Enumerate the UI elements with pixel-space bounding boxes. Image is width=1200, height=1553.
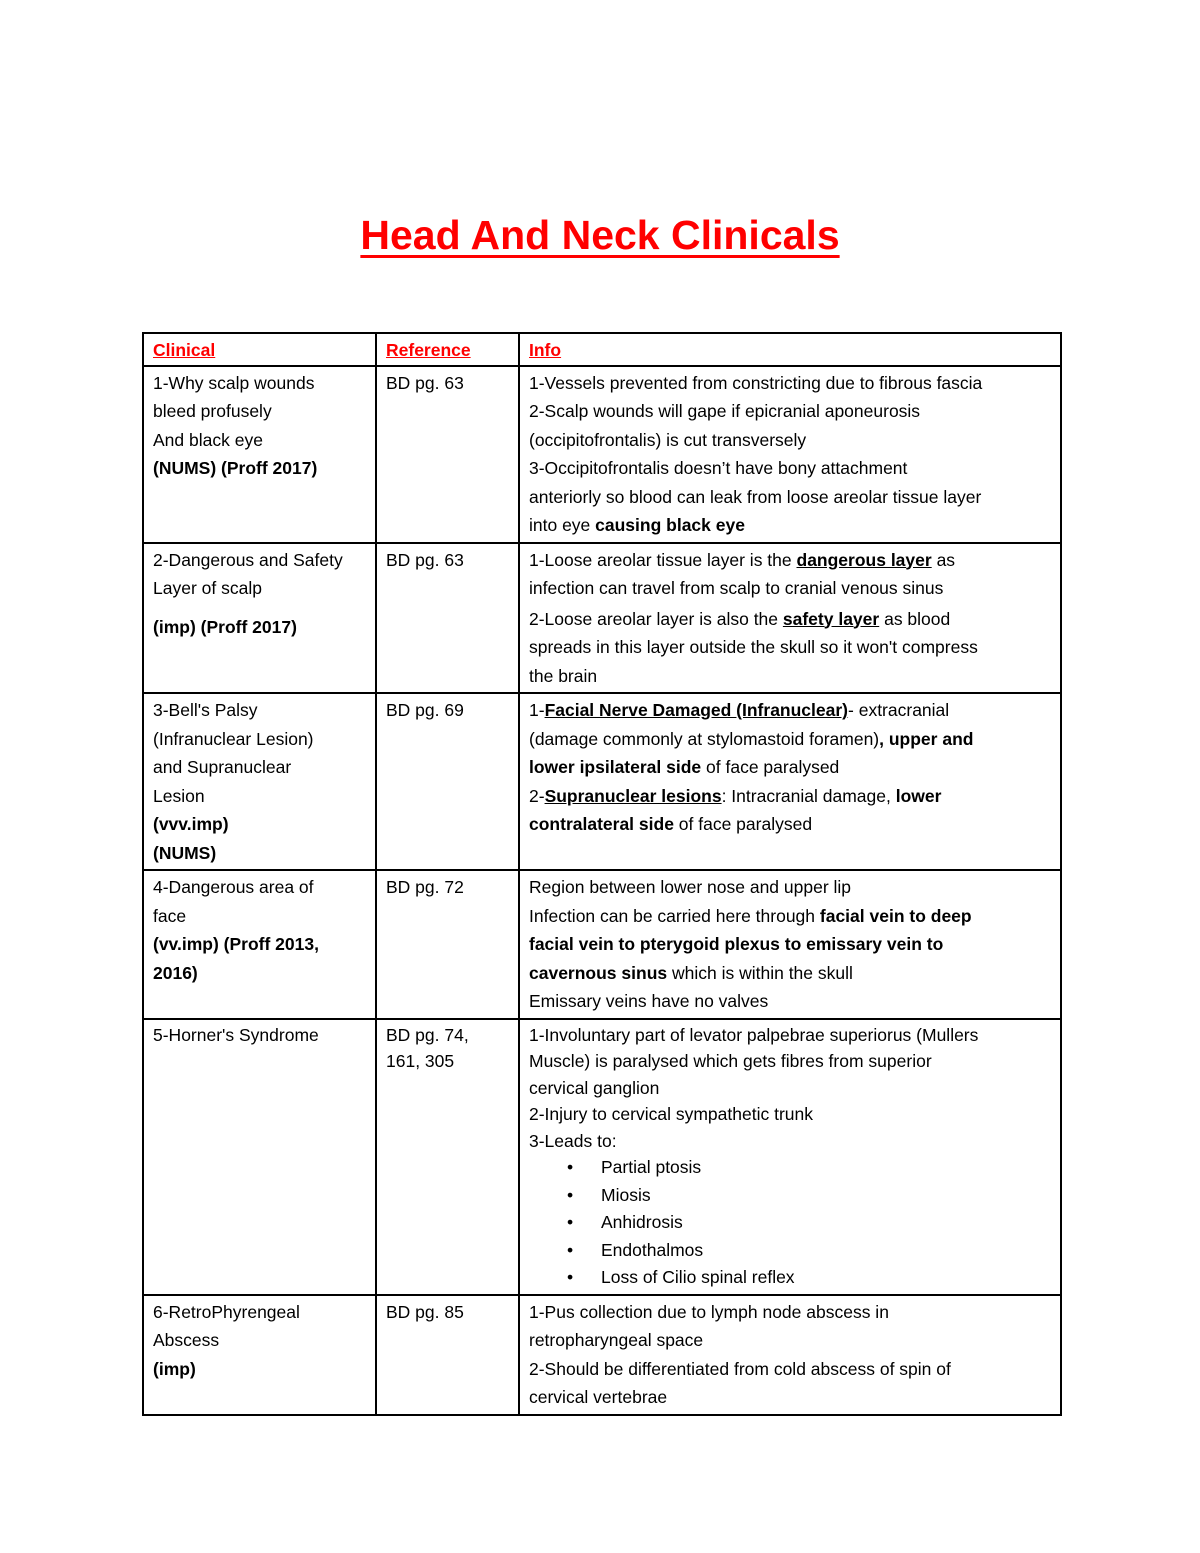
info-cell — [519, 870, 1061, 1019]
clinical-line: And black eye — [153, 429, 263, 450]
reference-cell — [376, 1019, 519, 1295]
info-text: of face paralysed — [673, 814, 813, 834]
info-cell — [519, 693, 1061, 870]
clinical-cell — [143, 693, 376, 870]
clinical-tag: 2016) — [153, 962, 198, 983]
info-line: anteriorly so blood can leak from loose areolar tissue layer — [529, 486, 982, 507]
clinical-line: 2-Dangerous and Safety — [153, 549, 343, 570]
info-bold-text: , upper and — [879, 728, 974, 749]
info-line: 1-Vessels prevented from constricting due to fibrous fascia — [529, 372, 983, 393]
info-line — [529, 605, 1052, 634]
bullet-list — [529, 1154, 1052, 1292]
info-line: 2-Should be differentiated from cold abscess of spin of — [529, 1358, 951, 1379]
reference-text: BD pg. 72 — [386, 877, 464, 897]
info-line: infection can travel from scalp to cranial venous sinus — [529, 578, 944, 598]
info-line: 2-Scalp wounds will gape if epicranial aponeurosis — [529, 401, 921, 421]
bullet-item: • Partial ptosis — [567, 1154, 1052, 1182]
info-emphasis: Supranuclear lesions — [544, 785, 722, 806]
table-row — [143, 870, 1061, 1019]
bullet-item: • Endothalmos — [567, 1237, 1052, 1265]
bullet-item: • Loss of Cilio spinal reflex — [567, 1264, 1052, 1292]
info-bold-text: lower — [895, 785, 942, 806]
clinical-line: face — [153, 905, 187, 926]
info-line: 1-Involuntary part of levator palpebrae superiorus (Mullers — [529, 1024, 979, 1045]
info-line — [529, 696, 1052, 725]
reference-text: BD pg. 69 — [386, 700, 464, 720]
info-text: (damage commonly at stylomastoid foramen) — [529, 728, 880, 749]
clinical-line: Abscess — [153, 1330, 220, 1350]
reference-text: BD pg. 74, — [386, 1024, 469, 1045]
info-line: spreads in this layer outside the skull so it won't compress — [529, 637, 978, 657]
column-header-info: Info — [519, 333, 1061, 366]
info-bold-text: cavernous sinus — [529, 962, 668, 983]
reference-text: BD pg. 63 — [386, 549, 464, 570]
clinical-tag: (vv.imp) (Proff 2013, — [153, 934, 319, 954]
clinical-cell — [143, 1019, 376, 1295]
info-bold-text: causing black eye — [595, 515, 745, 535]
reference-cell — [376, 543, 519, 694]
clinicals-table — [142, 332, 1062, 1416]
info-emphasis: safety layer — [782, 608, 880, 629]
clinical-tag: (NUMS) — [153, 842, 217, 863]
column-header-clinical: Clinical — [143, 333, 376, 366]
clinical-cell — [143, 870, 376, 1019]
clinical-tag: (imp) — [153, 1358, 196, 1379]
info-line: facial vein to pterygoid plexus to emissary vein to — [529, 934, 944, 954]
info-cell — [519, 1295, 1061, 1415]
info-line: 3-Leads to: — [529, 1130, 617, 1151]
reference-cell — [376, 870, 519, 1019]
info-line — [529, 902, 1052, 931]
info-line: 2-Injury to cervical sympathetic trunk — [529, 1104, 813, 1124]
info-line: (occipitofrontalis) is cut transversely — [529, 429, 807, 450]
info-cell — [519, 1019, 1061, 1295]
info-text: 1-Loose areolar tissue layer is the — [529, 549, 797, 570]
info-text: of face paralysed — [701, 757, 840, 777]
table-row — [143, 1019, 1061, 1295]
column-header-reference: Reference — [376, 333, 519, 366]
info-text: into eye — [529, 515, 596, 535]
info-line: Region between lower nose and upper lip — [529, 877, 852, 897]
info-line: Emissary veins have no valves — [529, 991, 769, 1011]
info-line: the brain — [529, 665, 598, 686]
info-text: : Intracranial damage, — [721, 785, 896, 806]
table-row — [143, 366, 1061, 543]
info-line: 1-Pus collection due to lymph node abscess in — [529, 1301, 889, 1322]
clinical-tag: (NUMS) (Proff 2017) — [153, 458, 318, 478]
info-bold-text: contralateral side — [529, 814, 674, 834]
info-line: Muscle) is paralysed which gets fibres from superior — [529, 1051, 932, 1071]
table-row — [143, 543, 1061, 694]
info-text: 2- — [529, 785, 545, 806]
info-line: cervical vertebrae — [529, 1387, 668, 1407]
clinical-line: Layer of scalp — [153, 578, 262, 598]
info-line — [529, 725, 1052, 754]
clinical-cell — [143, 543, 376, 694]
info-line — [529, 959, 1052, 988]
table-row — [143, 1295, 1061, 1415]
clinical-line: and Supranuclear — [153, 757, 292, 777]
info-text: which is within the skull — [667, 962, 853, 983]
info-emphasis: Facial Nerve Damaged (Infranuclear) — [544, 700, 849, 720]
info-line: cervical ganglion — [529, 1077, 660, 1098]
clinical-tag: (vvv.imp) — [153, 814, 229, 834]
info-emphasis: dangerous layer — [796, 549, 932, 570]
info-cell — [519, 366, 1061, 543]
reference-cell — [376, 693, 519, 870]
info-text: Infection can be carried here through — [529, 905, 820, 926]
clinical-line: 4-Dangerous area of — [153, 877, 314, 897]
table-header-row — [143, 333, 1061, 366]
clinical-line: (Infranuclear Lesion) — [153, 728, 314, 749]
reference-text: BD pg. 85 — [386, 1301, 464, 1322]
info-text: - extracranial — [848, 700, 950, 720]
page-title: Head And Neck Clinicals — [360, 212, 840, 258]
clinical-line: 3-Bell's Palsy — [153, 700, 258, 720]
clinical-line: 6-RetroPhyrengeal — [153, 1301, 300, 1322]
clinical-line: 5-Horner's Syndrome — [153, 1024, 319, 1045]
info-line — [529, 511, 1052, 540]
clinical-line: Lesion — [153, 785, 205, 806]
clinical-cell — [143, 366, 376, 543]
clinical-line: 1-Why scalp wounds — [153, 372, 315, 393]
reference-text: 161, 305 — [386, 1051, 455, 1071]
info-line — [529, 546, 1052, 575]
reference-cell — [376, 1295, 519, 1415]
info-text: as — [931, 549, 956, 570]
table-row — [143, 693, 1061, 870]
info-line — [529, 810, 1052, 839]
bullet-item: • Miosis — [567, 1182, 1052, 1210]
info-line — [529, 753, 1052, 782]
clinical-line: bleed profusely — [153, 401, 272, 421]
info-cell — [519, 543, 1061, 694]
info-line — [529, 782, 1052, 811]
info-line: 3-Occipitofrontalis doesn’t have bony attachment — [529, 458, 908, 478]
info-bold-text: lower ipsilateral side — [529, 757, 702, 777]
info-bold-text: facial vein to deep — [819, 905, 972, 926]
clinical-cell — [143, 1295, 376, 1415]
info-line: retropharyngeal space — [529, 1330, 704, 1350]
info-text: as blood — [879, 608, 951, 629]
info-text: 1- — [529, 700, 545, 720]
clinical-tag: (imp) (Proff 2017) — [153, 616, 297, 637]
bullet-item: • Anhidrosis — [567, 1209, 1052, 1237]
reference-cell — [376, 366, 519, 543]
info-text: 2-Loose areolar layer is also the — [529, 608, 783, 629]
reference-text: BD pg. 63 — [386, 372, 464, 393]
